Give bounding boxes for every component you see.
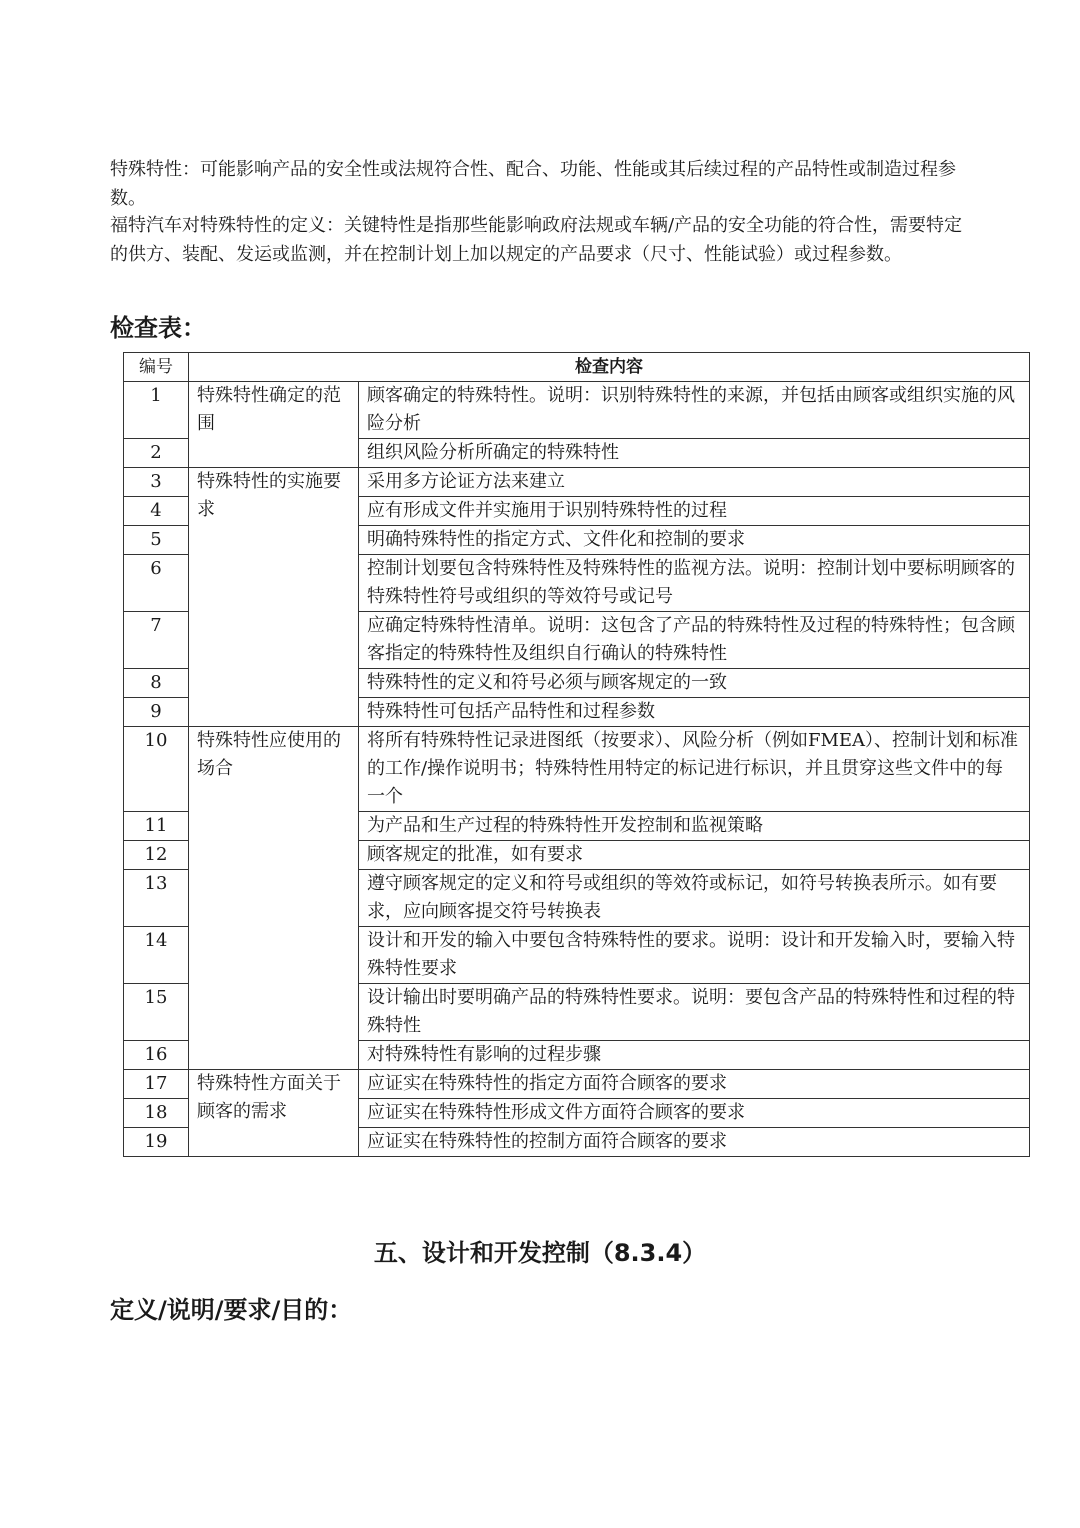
table-row xyxy=(124,382,1030,439)
row-text: 应确定特殊特性清单。说明：这包含了产品的特殊特性及过程的特殊特性；包含顾客指定的特殊特性及组织自行确认的特殊特性 xyxy=(359,612,1030,669)
table-row xyxy=(124,727,1030,812)
row-text: 设计输出时要明确产品的特殊特性要求。说明：要包含产品的特殊特性和过程的特殊特性 xyxy=(359,984,1030,1041)
category-customer: 特殊特性方面关于顾客的需求 xyxy=(189,1070,359,1157)
row-text: 明确特殊特性的指定方式、文件化和控制的要求 xyxy=(359,526,1030,555)
table-row xyxy=(124,468,1030,497)
header-content: 检查内容 xyxy=(189,353,1030,382)
row-text: 对特殊特性有影响的过程步骤 xyxy=(359,1041,1030,1070)
row-text: 采用多方论证方法来建立 xyxy=(359,468,1030,497)
row-text: 将所有特殊特性记录进图纸（按要求）、风险分析（例如FMEA）、控制计划和标准的工作/操作说明书；特殊特性用特定的标记进行标识，并且贯穿这些文件中的每一个 xyxy=(359,727,1030,812)
section-heading: 五、设计和开发控制（8.3.4） xyxy=(373,1239,707,1267)
row-text: 特殊特性的定义和符号必须与顾客规定的一致 xyxy=(359,669,1030,698)
row-num: 12 xyxy=(124,841,189,870)
row-text: 特殊特性可包括产品特性和过程参数 xyxy=(359,698,1030,727)
row-num: 17 xyxy=(124,1070,189,1099)
row-num: 11 xyxy=(124,812,189,841)
row-num: 8 xyxy=(124,669,189,698)
row-num: 2 xyxy=(124,439,189,468)
row-num: 16 xyxy=(124,1041,189,1070)
row-num: 15 xyxy=(124,984,189,1041)
row-num: 7 xyxy=(124,612,189,669)
special-characteristic-definition: 特殊特性：可能影响产品的安全性或法规符合性、配合、功能、性能或其后续过程的产品特性或制造过程参数。 xyxy=(110,159,956,209)
row-text: 应证实在特殊特性形成文件方面符合顾客的要求 xyxy=(359,1099,1030,1128)
row-text: 设计和开发的输入中要包含特殊特性的要求。说明：设计和开发输入时，要输入特殊特性要求 xyxy=(359,927,1030,984)
row-num: 5 xyxy=(124,526,189,555)
category-scope: 特殊特性确定的范围 xyxy=(189,382,359,468)
table-header-row xyxy=(124,353,1030,382)
table-row xyxy=(124,1070,1030,1099)
row-num: 1 xyxy=(124,382,189,439)
row-num: 4 xyxy=(124,497,189,526)
ford-definition: 福特汽车对特殊特性的定义：关键特性是指那些能影响政府法规或车辆/产品的安全功能的符合性，需要特定的供方、装配、发运或监测，并在控制计划上加以规定的产品要求（尺寸、性能试验）或过程参数。 xyxy=(110,215,963,265)
header-num: 编号 xyxy=(124,353,189,382)
row-text: 顾客确定的特殊特性。说明：识别特殊特性的来源，并包括由顾客或组织实施的风险分析 xyxy=(359,382,1030,439)
row-num: 13 xyxy=(124,870,189,927)
checklist-table xyxy=(123,352,1030,1157)
category-usage: 特殊特性应使用的场合 xyxy=(189,727,359,1070)
row-num: 19 xyxy=(124,1128,189,1157)
row-text: 顾客规定的批准，如有要求 xyxy=(359,841,1030,870)
row-num: 3 xyxy=(124,468,189,497)
row-text: 控制计划要包含特殊特性及特殊特性的监视方法。说明：控制计划中要标明顾客的特殊特性符号或组织的等效符号或记号 xyxy=(359,555,1030,612)
definition-heading: 定义/说明/要求/目的： xyxy=(110,1296,353,1324)
row-text: 应证实在特殊特性的指定方面符合顾客的要求 xyxy=(359,1070,1030,1099)
row-num: 18 xyxy=(124,1099,189,1128)
category-implementation: 特殊特性的实施要求 xyxy=(189,468,359,727)
row-num: 9 xyxy=(124,698,189,727)
row-text: 应证实在特殊特性的控制方面符合顾客的要求 xyxy=(359,1128,1030,1157)
row-text: 组织风险分析所确定的特殊特性 xyxy=(359,439,1030,468)
row-num: 6 xyxy=(124,555,189,612)
row-text: 应有形成文件并实施用于识别特殊特性的过程 xyxy=(359,497,1030,526)
row-text: 为产品和生产过程的特殊特性开发控制和监视策略 xyxy=(359,812,1030,841)
row-num: 14 xyxy=(124,927,189,984)
row-text: 遵守顾客规定的定义和符号或组织的等效符或标记，如符号转换表所示。如有要求，应向顾客提交符号转换表 xyxy=(359,870,1030,927)
checklist-heading: 检查表： xyxy=(110,314,206,342)
row-num: 10 xyxy=(124,727,189,812)
